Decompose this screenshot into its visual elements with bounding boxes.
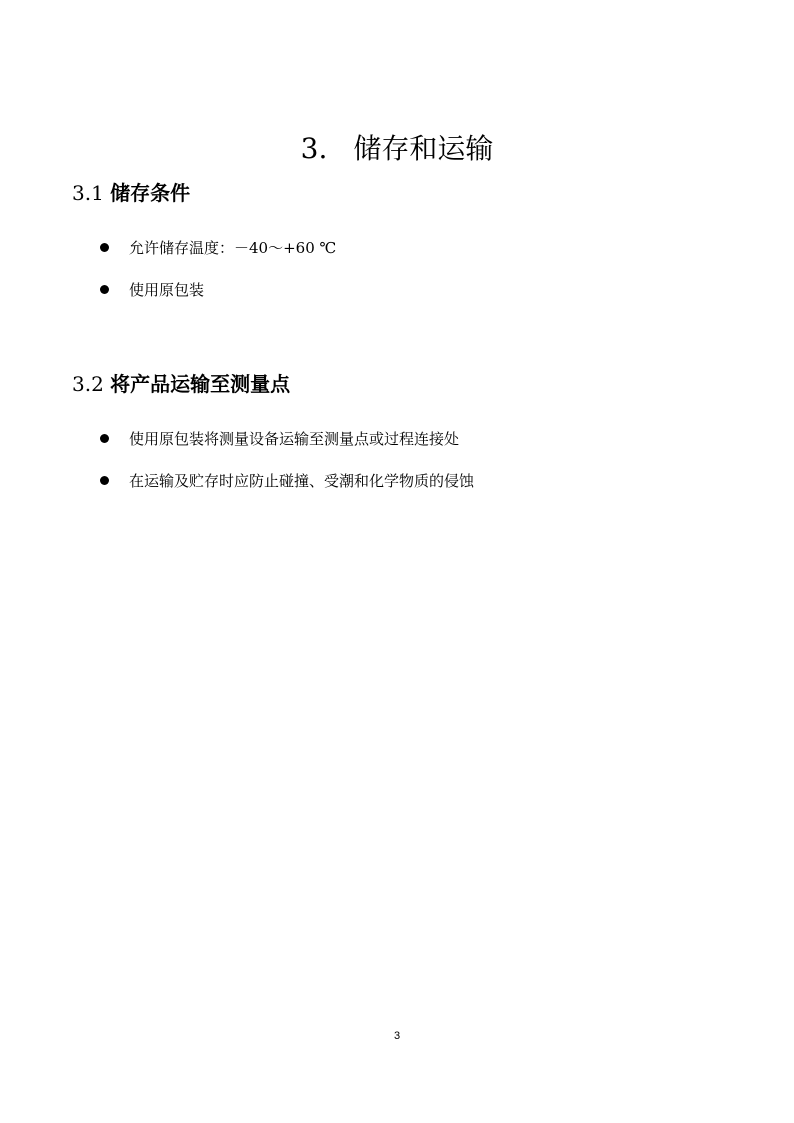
list-item-text: 允许储存温度：－40～+60 ℃ bbox=[129, 238, 337, 257]
page-title bbox=[0, 129, 794, 169]
bullet-icon bbox=[100, 285, 109, 294]
section-heading-3-1 bbox=[72, 179, 190, 207]
bullet-icon bbox=[100, 434, 109, 443]
list-item bbox=[100, 268, 336, 310]
list-item-text: 使用原包装 bbox=[129, 280, 205, 299]
bullet-list-transport bbox=[100, 417, 474, 501]
bullet-icon bbox=[100, 476, 109, 485]
chapter-number: 3. bbox=[300, 131, 328, 165]
section-heading-3-2 bbox=[72, 370, 290, 398]
bullet-icon bbox=[100, 243, 109, 252]
section-title: 储存条件 bbox=[110, 181, 191, 205]
chapter-title: 储存和运输 bbox=[353, 131, 494, 165]
list-item bbox=[100, 417, 474, 459]
bullet-list-storage bbox=[100, 226, 336, 310]
section-number: 3.1 bbox=[72, 181, 104, 205]
page-number: 3 bbox=[393, 1030, 401, 1042]
list-item bbox=[100, 226, 336, 268]
list-item-text: 在运输及贮存时应防止碰撞、受潮和化学物质的侵蚀 bbox=[129, 471, 475, 490]
section-title: 将产品运输至测量点 bbox=[110, 372, 291, 396]
list-item-text: 使用原包装将测量设备运输至测量点或过程连接处 bbox=[129, 429, 460, 448]
list-item bbox=[100, 459, 474, 501]
section-number: 3.2 bbox=[72, 372, 104, 396]
